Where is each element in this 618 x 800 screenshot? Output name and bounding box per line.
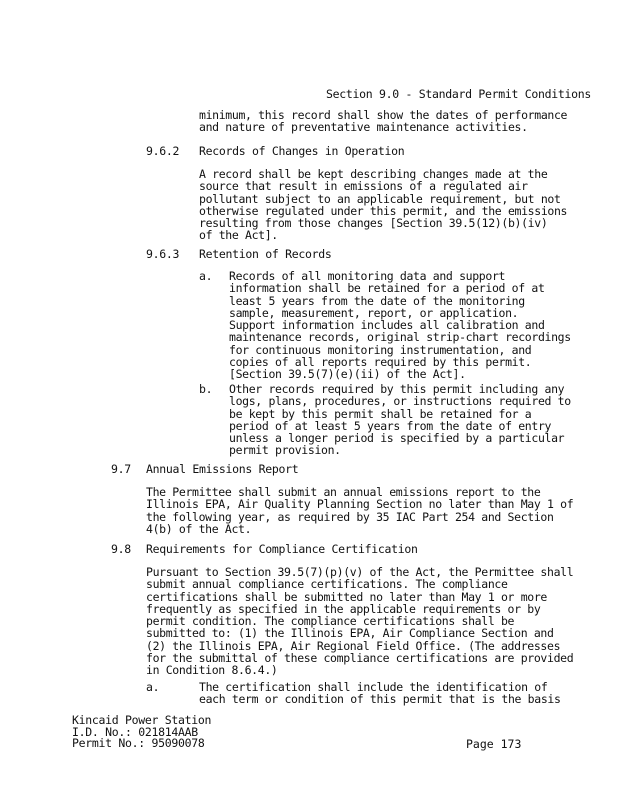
list-item-label: a. — [199, 269, 213, 283]
continuation-text: minimum, this record shall show the dates of performance and nature of preventative maintenance activities. — [199, 108, 568, 135]
list-item-text: Other records required by this permit including any logs, plans, procedures, or instructions required to be kept by this permit shall be retained for a period of at least 5 years from the date of entry unless a longer period is specified by a particular permit provision. — [229, 382, 571, 458]
list-item-label: a. — [146, 680, 160, 694]
section-heading-9-6-2: Records of Changes in Operation — [199, 144, 405, 158]
section-body-9-8: Pursuant to Section 39.5(7)(p)(v) of the Act, the Permittee shall submit annual compliance certifications. The compliance certifications shall be submitted no later than May 1 or more frequently as specified in the applicable requirements or by permit condition. The compliance certifications shall be submitted to: (1) the Illinois EPA, Air Compliance Section and (2) the Illinois EPA, Air Regional Field Office. (The addresses for the submittal of these compliance certifications are provided in Condition 8.6.4.) — [146, 565, 574, 678]
list-item-text: Records of all monitoring data and support information shall be retained for a period of at least 5 years from the date of the monitoring sample, measurement, report, or application. Support information includes all calibration and maintenance records, original strip-chart recordings for continuous monitoring instrumentation, and copies of all reports required by this permit. [Section 39.5(7)(e)(ii) of the Act]. — [229, 269, 571, 382]
page-footer-info: Kincaid Power Station I.D. No.: 021814AAB Permit No.: 95090078 — [72, 713, 212, 750]
section-number-9-6-2: 9.6.2 — [146, 144, 180, 158]
section-heading-9-8: Requirements for Compliance Certification — [146, 542, 418, 556]
list-item-text: The certification shall include the identification of each term or condition of this permit that is the basis — [199, 680, 561, 707]
section-number-9-6-3: 9.6.3 — [146, 247, 180, 261]
section-number-9-7: 9.7 — [111, 462, 131, 476]
section-number-9-8: 9.8 — [111, 542, 131, 556]
section-body-9-6-2: A record shall be kept describing changes made at the source that result in emissions of a regulated air pollutant subject to an applicable requirement, but not otherwise regulated under this permit, and the emissions resulting from those changes [Section 39.5(12)(b)(iv) of the Act]. — [199, 167, 568, 243]
list-item-label: b. — [199, 382, 213, 396]
section-heading-9-7: Annual Emissions Report — [146, 462, 299, 476]
section-body-9-7: The Permittee shall submit an annual emissions report to the Illinois EPA, Air Quality Planning Section no later than May 1 of the following year, as required by 35 IAC Part 254 and Section 4(b) of the Act. — [146, 485, 574, 536]
page-number: Page 173 — [466, 737, 522, 751]
section-heading-9-6-3: Retention of Records — [199, 247, 332, 261]
page-header-title: Section 9.0 - Standard Permit Conditions — [326, 87, 591, 101]
